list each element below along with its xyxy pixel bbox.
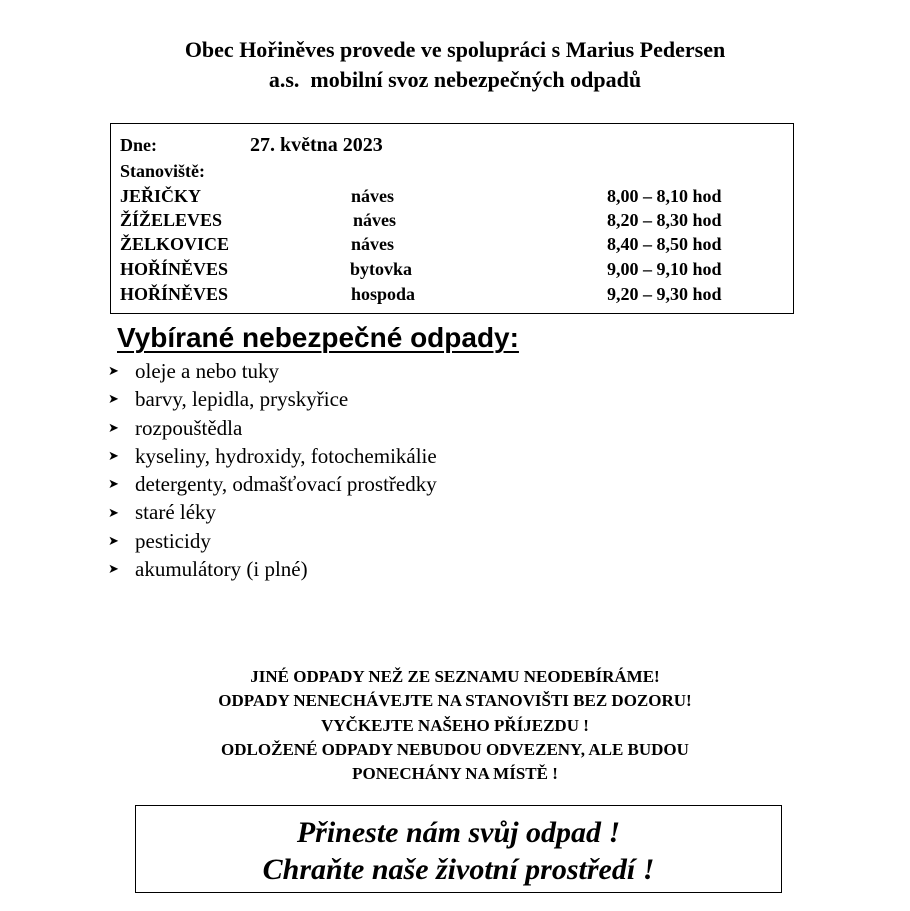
schedule-place: HOŘÍNĚVES [120, 259, 229, 279]
schedule-time: 9,00 – 9,10 hod [607, 259, 722, 279]
list-item-text: pesticidy [135, 528, 211, 553]
list-item [108, 527, 437, 555]
warning-line: VYČKEJTE NAŠEHO PŘÍJEZDU ! [321, 715, 589, 735]
schedule-row [111, 232, 793, 256]
schedule-time: 8,00 – 8,10 hod [607, 186, 722, 206]
waste-list [108, 357, 437, 583]
arrowhead-bullet-icon: ➤ [108, 363, 119, 379]
warning-line: PONECHÁNY NA MÍSTĚ ! [352, 764, 558, 784]
title-line-2: a.s. mobilní svoz nebezpečných odpadů [268, 67, 642, 92]
schedule-spot: náves [351, 186, 395, 206]
warning-line: ODPADY NENECHÁVEJTE NA STANOVIŠTI BEZ DOZORU! [218, 691, 692, 711]
arrowhead-bullet-icon: ➤ [108, 391, 119, 407]
warning-line: JINÉ ODPADY NEŽ ZE SEZNAMU NEODEBÍRÁME! [250, 667, 660, 686]
schedule-place: ŽÍŽELEVES [120, 210, 223, 230]
document-title [0, 35, 910, 95]
schedule-row [111, 208, 793, 232]
schedule-time: 8,40 – 8,50 hod [607, 234, 722, 254]
schedule-spot: bytovka [350, 259, 413, 279]
date-row [111, 133, 793, 157]
schedule-time: 9,20 – 9,30 hod [607, 284, 722, 304]
arrowhead-bullet-icon: ➤ [108, 504, 119, 520]
list-item-text: barvy, lepidla, pryskyřice [135, 387, 349, 412]
list-item [108, 555, 437, 583]
list-item [108, 498, 437, 526]
date-label: Dne: [120, 135, 157, 155]
schedule-row [111, 257, 793, 281]
schedule-spot: náves [353, 210, 397, 230]
date-value: 27. května 2023 [250, 134, 383, 156]
schedule-row [111, 282, 793, 306]
list-item-text: rozpouštědla [135, 415, 243, 440]
arrowhead-bullet-icon: ➤ [108, 476, 119, 492]
list-item-text: detergenty, odmašťovací prostředky [135, 472, 437, 497]
arrowhead-bullet-icon: ➤ [108, 532, 119, 548]
schedule-spot: náves [351, 234, 395, 254]
schedule-spot: hospoda [351, 284, 416, 304]
list-item [108, 442, 437, 470]
title-line-1: Obec Hořiněves provede ve spolupráci s Marius Pedersen [184, 37, 726, 62]
motto-line-1: Přineste nám svůj odpad ! [296, 816, 621, 849]
arrowhead-bullet-icon: ➤ [108, 419, 119, 435]
warnings-block [0, 665, 910, 786]
list-item [108, 414, 437, 442]
list-item [108, 470, 437, 498]
sites-label: Stanoviště: [120, 161, 205, 181]
list-item-text: staré léky [135, 500, 217, 525]
list-item [108, 357, 437, 385]
motto-box [135, 805, 782, 893]
list-item-text: kyseliny, hydroxidy, fotochemikálie [135, 443, 437, 468]
schedule-place: HOŘÍNĚVES [120, 284, 229, 304]
warning-line: ODLOŽENÉ ODPADY NEBUDOU ODVEZENY, ALE BUDOU [221, 739, 689, 759]
schedule-box [110, 123, 794, 314]
list-item-text: akumulátory (i plné) [135, 557, 308, 582]
schedule-place: JEŘIČKY [120, 186, 202, 206]
list-item [108, 385, 437, 413]
schedule-place: ŽELKOVICE [120, 234, 230, 254]
list-item-text: oleje a nebo tuky [135, 359, 280, 383]
waste-heading: Vybírané nebezpečné odpady: [117, 322, 519, 353]
schedule-row [111, 184, 793, 208]
arrowhead-bullet-icon: ➤ [108, 447, 119, 463]
arrowhead-bullet-icon: ➤ [108, 561, 119, 577]
motto-line-2: Chraňte naše životní prostředí ! [262, 853, 655, 886]
sites-label-row [111, 159, 793, 183]
schedule-time: 8,20 – 8,30 hod [607, 210, 722, 230]
